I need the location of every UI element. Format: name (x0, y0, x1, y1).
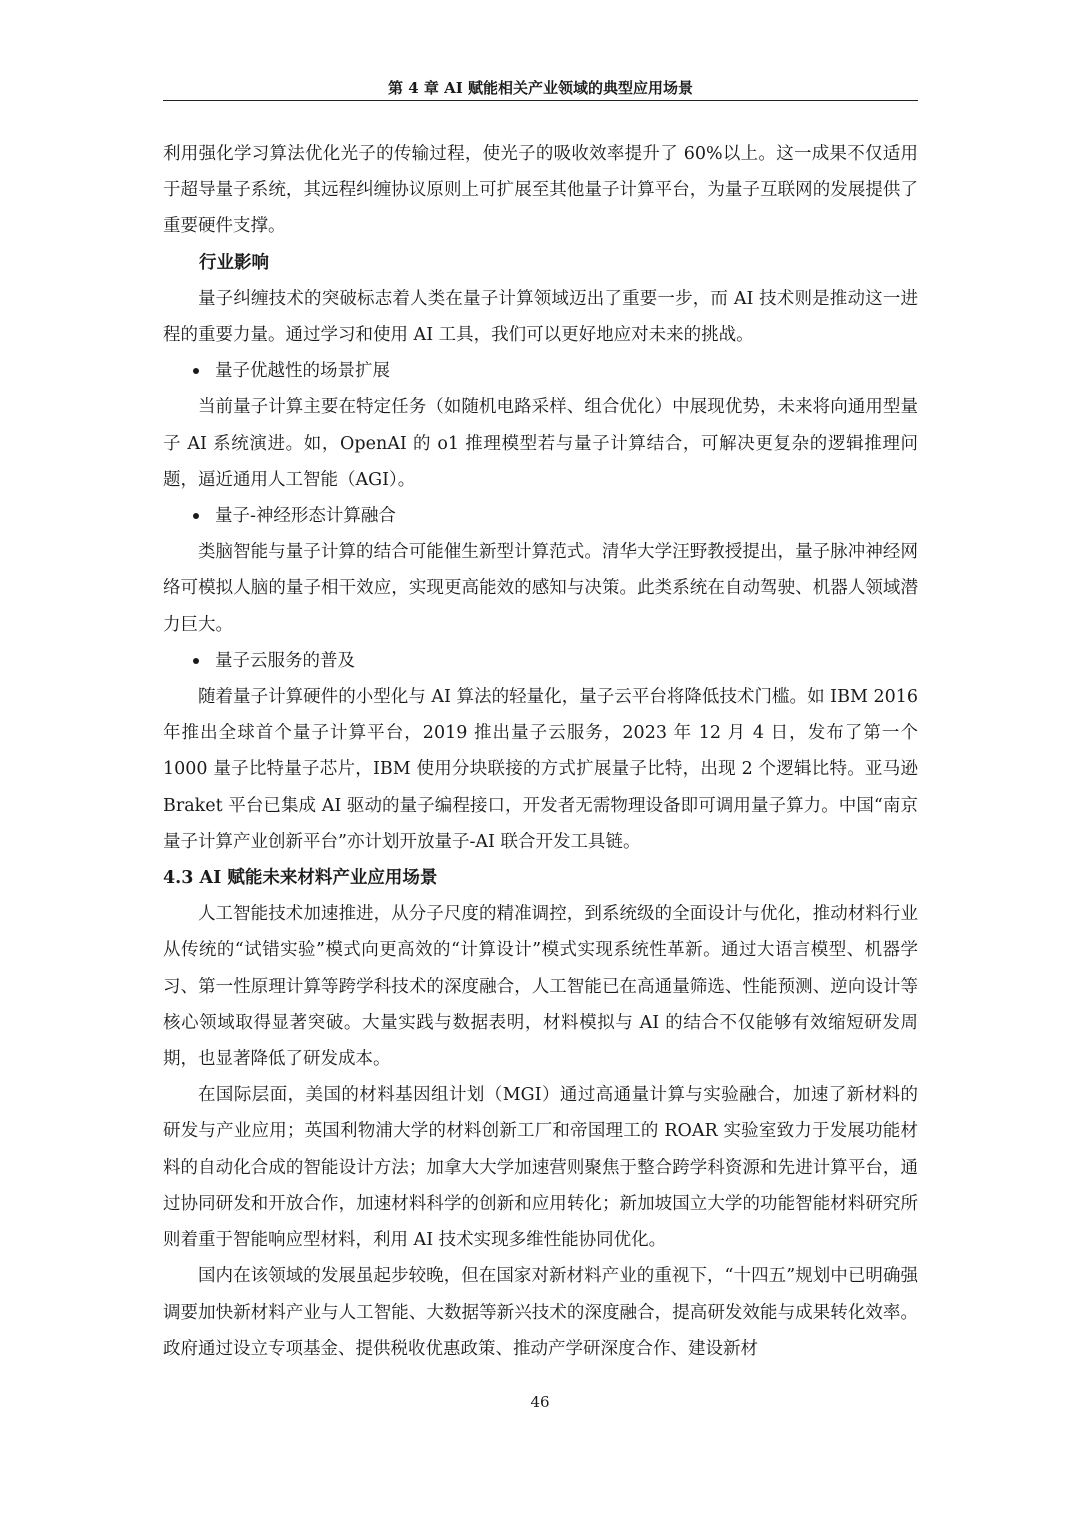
bullet-paragraph: 随着量子计算硬件的小型化与 AI 算法的轻量化，量子云平台将降低技术门槛。如 IBM 2016 年推出全球首个量子计算平台，2019 推出量子云服务，2023 年 12 月 4 日，发布了第一个 1000 量子比特量子芯片，IBM 使用分块联接的方式扩展量子比特，出现 2 个逻辑比特。亚马逊 Braket 平台已集成 AI 驱动的量子编程接口，开发者无需物理设备即可调用量子算力。中国“南京量子计算产业创新平台”亦计划开放量子-AI 联合开发工具链。 (163, 687, 918, 852)
continued-paragraph: 利用强化学习算法优化光子的传输过程，使光子的吸收效率提升了 60%以上。这一成果不仅适用于超导量子系统，其远程纠缠协议原则上可扩展至其他量子计算平台，为量子互联网的发展提供了重要硬件支撑。 (163, 144, 918, 237)
industry-impact-paragraph: 量子纠缠技术的突破标志着人类在量子计算领域迈出了重要一步，而 AI 技术则是推动这一进程的重要力量。通过学习和使用 AI 工具，我们可以更好地应对未来的挑战。 (163, 288, 918, 346)
bullet-paragraph: 类脑智能与量子计算的结合可能催生新型计算范式。清华大学汪野教授提出，量子脉冲神经网络可模拟人脑的量子相干效应，实现更高能效的感知与决策。此类系统在自动驾驶、机器人领域潜力巨大。 (163, 542, 918, 635)
chapter-header (163, 76, 918, 101)
bullet-item (163, 353, 918, 389)
bullet-item (163, 643, 918, 679)
section-title: 4.3 AI 赋能未来材料产业应用场景 (163, 868, 438, 889)
section-paragraph: 在国际层面，美国的材料基因组计划（MGI）通过高通量计算与实验融合，加速了新材料的研发与产业应用；英国利物浦大学的材料创新工厂和帝国理工的 ROAR 实验室致力于发展功能材料的自动化合成的智能设计方法；加拿大大学加速营则聚焦于整合跨学科资源和先进计算平台，通过协同研发和开放合作，加速材料科学的创新和应用转化；新加坡国立大学的功能智能材料研究所则着重于智能响应型材料，利用 AI 技术实现多维性能协同优化。 (163, 1085, 918, 1251)
page-number: 46 (530, 1393, 550, 1411)
bullet-title: 量子-神经形态计算融合 (215, 506, 396, 527)
page-body (163, 136, 918, 1367)
section-paragraph: 人工智能技术加速推进，从分子尺度的精准调控，到系统级的全面设计与优化，推动材料行业从传统的“试错实验”模式向更高效的“计算设计”模式实现系统性革新。通过大语言模型、机器学习、第一性原理计算等跨学科技术的深度融合，人工智能已在高通量筛选、性能预测、逆向设计等核心领域取得显著突破。大量实践与数据表明，材料模拟与 AI 的结合不仅能够有效缩短研发周期，也显著降低了研发成本。 (163, 904, 918, 1070)
bullet-title: 量子云服务的普及 (215, 650, 355, 671)
bullet-dot-icon (193, 658, 199, 664)
bullet-item (163, 498, 918, 534)
bullet-dot-icon (193, 513, 199, 519)
bullet-paragraph: 当前量子计算主要在特定任务（如随机电路采样、组合优化）中展现优势，未来将向通用型量子 AI 系统演进。如，OpenAI 的 o1 推理模型若与量子计算结合，可解决更复杂的逻辑推理问题，逼近通用人工智能（AGI）。 (163, 397, 918, 490)
bullet-title: 量子优越性的场景扩展 (215, 361, 390, 382)
industry-impact-heading: 行业影响 (199, 252, 269, 273)
bullet-dot-icon (193, 368, 199, 374)
section-paragraph: 国内在该领域的发展虽起步较晚，但在国家对新材料产业的重视下，“十四五”规划中已明确强调要加快新材料产业与人工智能、大数据等新兴技术的深度融合，提高研发效能与成果转化效率。政府通过设立专项基金、提供税收优惠政策、推动产学研深度合作、建设新材 (163, 1266, 918, 1359)
chapter-title: 第 4 章 AI 赋能相关产业领域的典型应用场景 (388, 79, 693, 97)
